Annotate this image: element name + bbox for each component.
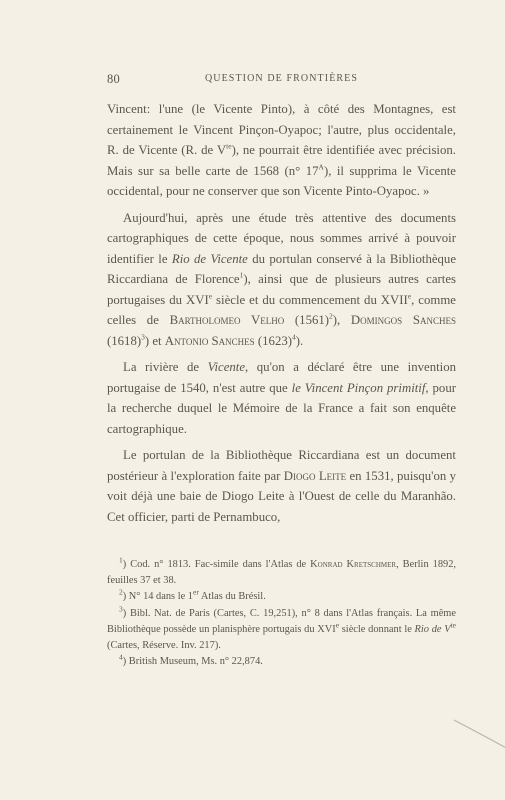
footnote-1 — [107, 557, 456, 589]
person-name: Bartholomeo Velho — [169, 313, 285, 327]
text-run: (1561) — [284, 313, 330, 327]
footnote-2 — [107, 589, 456, 605]
italic-text: Vicente — [207, 360, 246, 374]
footnote-4 — [107, 654, 456, 670]
text-run: (1623) — [254, 333, 293, 348]
paragraph-3 — [107, 357, 456, 439]
text-run: du portulan conservé à la Bibliothèque Riccardiana de Florence — [107, 251, 456, 286]
text-run: , pour la recherche duquel le Mémoire de la France a fait son enquête cartographique. — [107, 380, 456, 436]
text-run: ) Cod. n° 1813. Fac-simile dans l'Atlas de — [122, 559, 311, 570]
running-title: QUESTION DE FRONTIÈRES — [204, 73, 359, 84]
footnote-ref: 4 — [292, 332, 296, 342]
text-run: Vincent: l'une (le Vicente Pinto), à côté des Montagnes, est certainement le Vincent Pinçon-Oyapoc; l'autre, plus occidentale, R. de Vicente (R. de V — [107, 102, 456, 157]
footnote-number: 4 — [119, 652, 123, 662]
footnote-ref: 3 — [141, 332, 145, 342]
text-run: , comme celles de — [107, 292, 456, 327]
paragraph-2 — [107, 208, 456, 352]
superscript: e — [407, 291, 412, 301]
footnotes — [107, 557, 456, 670]
text-run: en 1531, puisqu'on y voit déjà une baie de Diogo Leite à l'Ouest de celle du Maranhão. Cet officier, parti de Pernambuco, — [107, 468, 456, 524]
paragraph-1 — [107, 99, 456, 202]
text-run: siècle et du commencement du XVII — [212, 292, 408, 307]
superscript: e — [208, 291, 213, 301]
text-run: ) Bibl. Nat. de Paris (Cartes, C. 19,251), n° 8 dans l'Atlas français. La même Bibliothèque possède un planisphère portugais du XVI — [107, 607, 456, 635]
text-run: ), ainsi que de plusieurs autres cartes portugaises du XVI — [107, 272, 456, 307]
person-name: Domingos Sanches — [350, 313, 456, 327]
italic-text: le Vincent Pinçon primitif — [291, 380, 426, 395]
italic-text: Rio de V — [414, 623, 451, 635]
page-header — [107, 72, 456, 88]
footnote-3 — [107, 606, 456, 655]
page-number: 80 — [107, 72, 121, 86]
footnote-number: 1 — [119, 555, 123, 565]
text-run: siècle donnant le — [339, 623, 415, 635]
footnote-number: 3 — [119, 604, 123, 614]
text-run: ) British Museum, Ms. n° 22,874. — [122, 656, 263, 668]
footnote-number: 2 — [119, 587, 123, 597]
footnote-ref: 2 — [329, 311, 333, 321]
superscript: er — [193, 587, 199, 597]
text-run: ), il supprima le Vicente occidental, pour ne conserver que son Vicente Pinto-Oyapoc. » — [107, 163, 456, 198]
text-run: ), — [332, 313, 351, 327]
paper-mark — [452, 716, 505, 756]
text-run: (1618) — [107, 333, 142, 348]
text-run: ) N° 14 dans le 1 — [122, 591, 193, 603]
footnote-ref: 1 — [239, 270, 244, 280]
paragraph-4 — [107, 445, 456, 527]
text-run: Aujourd'hui, après une étude très attentive des documents cartographiques de cette époque, nous sommes arrivé à pouvoir identifier le — [107, 210, 456, 266]
text-run: Atlas du Brésil. — [198, 591, 266, 603]
superscript: A — [318, 162, 324, 172]
superscript: te — [226, 141, 232, 151]
person-name: Diogo Leite — [283, 468, 347, 483]
text-run: ) et — [144, 333, 165, 348]
text-run: ), ne pourrait être identifiée avec précision. Mais sur sa belle carte de 1568 (n° 17 — [107, 143, 456, 178]
person-name: Konrad Kretschmer — [310, 559, 397, 570]
text-run: La rivière de — [123, 360, 208, 374]
text-run: , qu'on a déclaré être une invention portugaise de 1540, n'est autre que — [107, 360, 456, 395]
text-run: Le portulan de la Bibliothèque Riccardiana est un document postérieur à l'exploration faite par — [107, 448, 456, 483]
person-name: Antonio Sanches — [164, 333, 255, 348]
superscript: e — [335, 620, 340, 630]
text-run: (Cartes, Réserve. Inv. 217). — [107, 640, 221, 652]
text-run: ). — [295, 333, 304, 348]
italic-text: Rio de Vicente — [171, 251, 248, 266]
body-text — [107, 99, 456, 527]
text-run: , Berlin 1892, feuilles 37 et 38. — [107, 559, 457, 587]
superscript: te — [450, 620, 456, 630]
